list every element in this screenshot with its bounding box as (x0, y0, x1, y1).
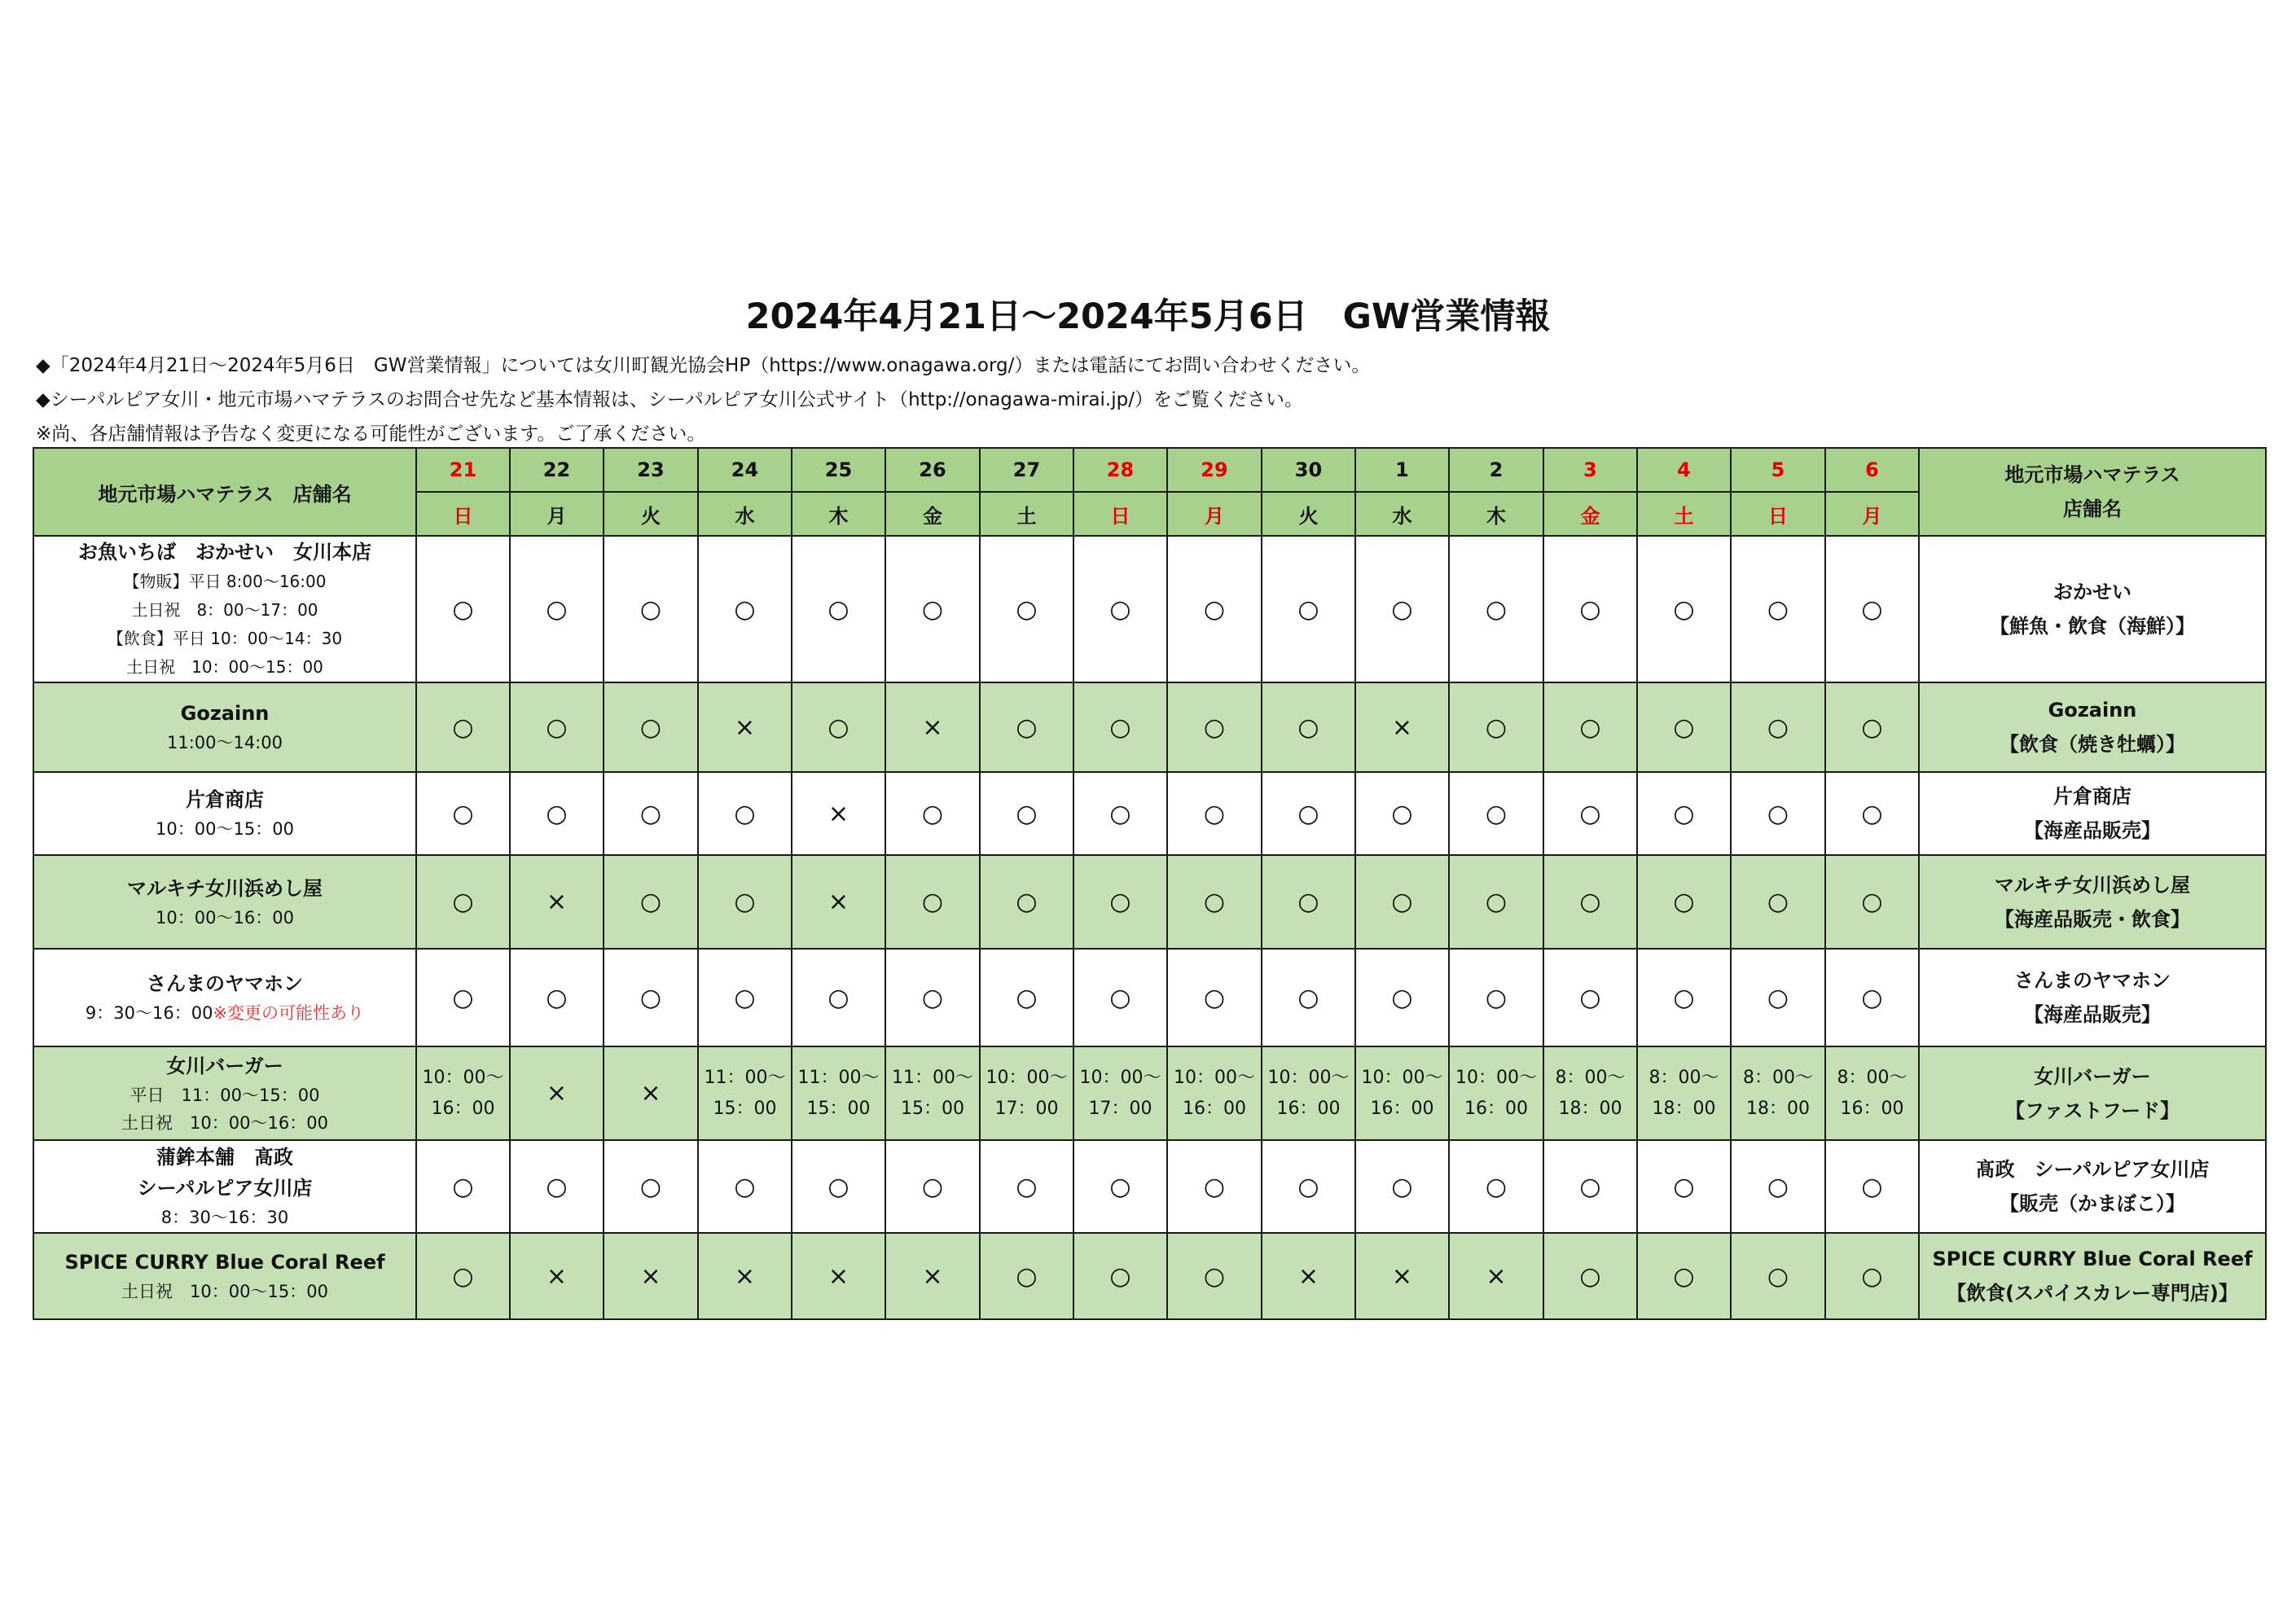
store-short-name: Gozainn (2048, 699, 2137, 722)
hours-cell (792, 1046, 885, 1140)
hours-cell-line: 16：00 (1370, 1098, 1434, 1119)
status-open-mark: ○ (980, 682, 1073, 772)
store-hours-text: 11:00～14:00 (166, 733, 283, 752)
status-open-mark: ○ (1637, 855, 1731, 949)
status-open-mark: ○ (698, 1140, 792, 1233)
status-open-mark: ○ (1355, 855, 1449, 949)
store-category: 【海産品販売・飲食】 (1995, 907, 2190, 931)
status-open-mark: ○ (1167, 855, 1262, 949)
hours-cell-line: 16：00 (1276, 1098, 1341, 1119)
status-open-mark: ○ (1167, 1140, 1262, 1233)
store-name-cell (33, 682, 416, 772)
status-closed-mark: × (792, 772, 885, 855)
status-open-mark: ○ (1825, 855, 1919, 949)
status-closed-mark: × (698, 1233, 792, 1319)
date-header-cell: 21 (416, 448, 510, 492)
weekday-header-cell: 月 (1167, 492, 1262, 536)
status-open-mark: ○ (416, 682, 510, 772)
status-open-mark: ○ (1355, 1140, 1449, 1233)
status-open-mark: ○ (980, 536, 1073, 682)
status-open-mark: ○ (1637, 536, 1731, 682)
hours-cell (1825, 1046, 1919, 1140)
hours-cell-line: 10：00～ (1174, 1067, 1255, 1088)
status-open-mark: ○ (1073, 1140, 1167, 1233)
status-open-mark: ○ (1262, 855, 1355, 949)
store-name-cell (33, 949, 416, 1046)
status-open-mark: ○ (1637, 682, 1731, 772)
status-open-mark: ○ (1825, 1140, 1919, 1233)
status-open-mark: ○ (885, 536, 980, 682)
store-category: 【鮮魚・飲食（海鮮）】 (1990, 615, 2195, 638)
store-row (33, 682, 2266, 772)
hours-cell-line: 17：00 (1088, 1098, 1152, 1119)
hours-cell-line: 8：00～ (1743, 1067, 1813, 1088)
hours-cell (1637, 1046, 1731, 1140)
store-hours-text: 9：30～16：00 (85, 1003, 213, 1023)
status-open-mark: ○ (416, 855, 510, 949)
status-open-mark: ○ (1167, 1233, 1262, 1319)
status-open-mark: ○ (1262, 772, 1355, 855)
store-row (33, 1140, 2266, 1233)
status-open-mark: ○ (698, 855, 792, 949)
store-short-name: マルキチ女川浜めし屋 (1995, 873, 2190, 897)
status-open-mark: ○ (1167, 536, 1262, 682)
store-name: 女川バーガー (166, 1054, 283, 1077)
page-title: 2024年4月21日～2024年5月6日 GW営業情報 (745, 296, 1551, 337)
hours-cell (1449, 1046, 1543, 1140)
weekday-header-cell: 水 (1355, 492, 1449, 536)
hours-cell (1262, 1046, 1355, 1140)
status-open-mark: ○ (1543, 1233, 1637, 1319)
hours-cell-line: 16：00 (431, 1098, 495, 1119)
status-open-mark: ○ (792, 1140, 885, 1233)
weekday-header-cell: 火 (604, 492, 698, 536)
hours-cell (980, 1046, 1073, 1140)
status-open-mark: ○ (416, 949, 510, 1046)
store-name-cell (33, 855, 416, 949)
date-header-cell: 5 (1731, 448, 1825, 492)
weekday-header-cell: 日 (416, 492, 510, 536)
status-open-mark: ○ (416, 772, 510, 855)
hours-cell-line: 16：00 (1464, 1098, 1528, 1119)
status-open-mark: ○ (1073, 855, 1167, 949)
status-closed-mark: × (1355, 1233, 1449, 1319)
status-open-mark: ○ (792, 536, 885, 682)
store-hours (34, 729, 415, 757)
weekday-header-cell: 水 (698, 492, 792, 536)
store-category: 【ファストフード】 (2004, 1099, 2180, 1122)
status-open-mark: ○ (885, 855, 980, 949)
status-open-mark: ○ (1825, 1233, 1919, 1319)
store-category-cell (1919, 1140, 2266, 1233)
store-name: お魚いちば おかせい 女川本店 (78, 541, 371, 564)
store-hours-text: 【飲食】平日 10：00～14：30 (107, 629, 343, 648)
weekday-header-cell: 金 (1543, 492, 1637, 536)
status-open-mark: ○ (1543, 772, 1637, 855)
store-hours-text: 土日祝 10：00～15：00 (126, 657, 323, 677)
store-name-cell (33, 1140, 416, 1233)
store-category-cell (1919, 1233, 2266, 1319)
store-hours (34, 568, 415, 596)
status-open-mark: ○ (1449, 682, 1543, 772)
status-open-mark: ○ (1449, 855, 1543, 949)
hours-cell-line: 8：00～ (1837, 1067, 1907, 1088)
date-header-cell: 2 (1449, 448, 1543, 492)
store-name: マルキチ女川浜めし屋 (127, 876, 323, 900)
status-open-mark: ○ (510, 682, 604, 772)
status-open-mark: ○ (510, 1140, 604, 1233)
hours-cell-line: 15：00 (806, 1098, 871, 1119)
status-closed-mark: × (510, 1046, 604, 1140)
store-category: 【海産品販売】 (2024, 1003, 2161, 1026)
status-open-mark: ○ (604, 1140, 698, 1233)
store-name-line2: シーパルピア女川店 (137, 1177, 313, 1200)
status-closed-mark: × (1449, 1233, 1543, 1319)
store-hours-text: 土日祝 8：00～17：00 (131, 600, 318, 620)
hours-cell-line: 11：00～ (797, 1067, 880, 1088)
status-closed-mark: × (885, 682, 980, 772)
status-open-mark: ○ (885, 949, 980, 1046)
status-open-mark: ○ (792, 949, 885, 1046)
date-header-cell: 25 (792, 448, 885, 492)
status-open-mark: ○ (1731, 1140, 1825, 1233)
status-open-mark: ○ (1073, 949, 1167, 1046)
store-category: 【海産品販売】 (2024, 819, 2161, 842)
store-row (33, 536, 2266, 682)
status-open-mark: ○ (1073, 1233, 1167, 1319)
hours-cell-line: 10：00～ (1361, 1067, 1443, 1088)
store-hours (34, 1109, 415, 1137)
weekday-header-cell: 土 (1637, 492, 1731, 536)
hours-cell-line: 15：00 (713, 1098, 777, 1119)
status-open-mark: ○ (1449, 772, 1543, 855)
hours-cell-line: 8：00～ (1648, 1067, 1719, 1088)
status-open-mark: ○ (1073, 536, 1167, 682)
weekday-header-cell: 火 (1262, 492, 1355, 536)
store-hours (34, 1278, 415, 1305)
status-open-mark: ○ (1543, 536, 1637, 682)
note-basic-info: ◆シーパルピア女川・地元市場ハマテラスのお問合せ先など基本情報は、シーパルピア女川公式サイト（http://onagawa-mirai.jp/）をご覧ください。 (36, 389, 1303, 410)
hours-cell-line: 15：00 (901, 1098, 964, 1119)
status-open-mark: ○ (416, 536, 510, 682)
hours-cell (416, 1046, 510, 1140)
hours-cell-line: 8：00～ (1555, 1067, 1626, 1088)
status-open-mark: ○ (1637, 1233, 1731, 1319)
store-name: SPICE CURRY Blue Coral Reef (64, 1251, 385, 1274)
store-row (33, 1046, 2266, 1140)
store-short-name: 片倉商店 (2053, 785, 2131, 808)
store-hours (34, 596, 415, 625)
date-header-cell: 27 (980, 448, 1073, 492)
status-closed-mark: × (510, 1233, 604, 1319)
store-name-cell (33, 772, 416, 855)
status-open-mark: ○ (1543, 855, 1637, 949)
status-open-mark: ○ (980, 772, 1073, 855)
store-hours (34, 1204, 415, 1231)
store-hours (34, 625, 415, 653)
hours-cell (1167, 1046, 1262, 1140)
date-header-cell: 24 (698, 448, 792, 492)
store-name: Gozainn (180, 702, 270, 725)
status-closed-mark: × (510, 855, 604, 949)
status-open-mark: ○ (885, 1140, 980, 1233)
hours-cell (698, 1046, 792, 1140)
store-hours-text: 土日祝 10：00～15：00 (121, 1282, 328, 1301)
weekday-header-cell: 木 (1449, 492, 1543, 536)
store-hours-text: 土日祝 10：00～16：00 (121, 1112, 328, 1133)
store-hours-text: 10：00～15：00 (156, 819, 294, 839)
date-header-cell: 22 (510, 448, 604, 492)
store-hours-text: 【物販】平日 8:00～16:00 (123, 572, 327, 591)
hours-cell-line: 10：00～ (1455, 1067, 1537, 1088)
status-open-mark: ○ (510, 949, 604, 1046)
status-open-mark: ○ (1825, 949, 1919, 1046)
hours-cell-line: 10：00～ (986, 1067, 1068, 1088)
status-open-mark: ○ (1543, 682, 1637, 772)
status-open-mark: ○ (1543, 1140, 1637, 1233)
store-category-cell (1919, 772, 2266, 855)
status-open-mark: ○ (1449, 1140, 1543, 1233)
store-category-cell (1919, 682, 2266, 772)
store-name-cell (33, 536, 416, 682)
status-open-mark: ○ (1262, 536, 1355, 682)
status-open-mark: ○ (1073, 772, 1167, 855)
store-name: さんまのヤマホン (147, 972, 303, 995)
store-row (33, 949, 2266, 1046)
weekday-header-cell: 木 (792, 492, 885, 536)
store-category-header-line1: 地元市場ハマテラス (2004, 463, 2180, 486)
store-hours-text: 10：00～16：00 (156, 907, 294, 928)
status-open-mark: ○ (1167, 949, 1262, 1046)
store-name: 蒲鉾本舗 髙政 (156, 1146, 293, 1169)
status-open-mark: ○ (416, 1233, 510, 1319)
store-name-cell (33, 1233, 416, 1319)
store-hours-text: 8：30～16：30 (160, 1208, 289, 1227)
hours-cell (1731, 1046, 1825, 1140)
date-header-row (33, 448, 2266, 492)
status-closed-mark: × (604, 1046, 698, 1140)
status-closed-mark: × (698, 682, 792, 772)
weekday-header-cell: 金 (885, 492, 980, 536)
hours-cell-line: 18：00 (1558, 1098, 1622, 1119)
status-open-mark: ○ (510, 772, 604, 855)
weekday-header-cell: 土 (980, 492, 1073, 536)
weekday-header-cell: 月 (510, 492, 604, 536)
status-open-mark: ○ (698, 772, 792, 855)
hours-cell-line: 11：00～ (892, 1067, 973, 1088)
hours-cell-line: 11：00～ (704, 1067, 786, 1088)
date-header-cell: 6 (1825, 448, 1919, 492)
hours-cell-line: 10：00～ (1079, 1067, 1161, 1088)
status-open-mark: ○ (1825, 682, 1919, 772)
store-row (33, 1233, 2266, 1319)
status-open-mark: ○ (604, 772, 698, 855)
date-header-cell: 1 (1355, 448, 1449, 492)
store-hours-warning: ※変更の可能性あり (213, 1003, 365, 1023)
weekday-header-cell: 月 (1825, 492, 1919, 536)
status-open-mark: ○ (604, 682, 698, 772)
status-open-mark: ○ (1167, 682, 1262, 772)
store-short-name: さんまのヤマホン (2014, 969, 2171, 992)
hours-cell-line: 18：00 (1652, 1098, 1716, 1119)
weekday-header-cell: 日 (1073, 492, 1167, 536)
hours-cell-line: 10：00～ (1267, 1067, 1350, 1088)
note-disclaimer: ※尚、各店舗情報は予告なく変更になる可能性がございます。ご了承ください。 (36, 423, 706, 445)
store-name-header: 地元市場ハマテラス 店舗名 (33, 448, 416, 536)
status-open-mark: ○ (1825, 536, 1919, 682)
status-open-mark: ○ (1731, 1233, 1825, 1319)
status-closed-mark: × (792, 855, 885, 949)
status-closed-mark: × (1262, 1233, 1355, 1319)
store-hours (34, 999, 415, 1027)
store-hours (34, 904, 415, 932)
status-open-mark: ○ (1167, 772, 1262, 855)
store-short-name: おかせい (2053, 581, 2131, 603)
weekday-header-cell: 日 (1731, 492, 1825, 536)
store-category-header (1919, 448, 2266, 536)
status-open-mark: ○ (510, 536, 604, 682)
store-hours-text: 平日 11：00～15：00 (130, 1085, 320, 1105)
store-category-header-line2: 店舗名 (2063, 498, 2122, 520)
store-hours (34, 1081, 415, 1109)
store-hours (34, 815, 415, 843)
status-open-mark: ○ (980, 1233, 1073, 1319)
hours-cell-line: 17：00 (994, 1098, 1059, 1119)
store-category-cell (1919, 949, 2266, 1046)
status-open-mark: ○ (1731, 536, 1825, 682)
status-open-mark: ○ (1731, 682, 1825, 772)
status-closed-mark: × (604, 1233, 698, 1319)
status-open-mark: ○ (1637, 1140, 1731, 1233)
date-header-cell: 23 (604, 448, 698, 492)
hours-cell-line: 10：00～ (422, 1067, 504, 1088)
status-open-mark: ○ (1449, 536, 1543, 682)
hours-cell (1073, 1046, 1167, 1140)
status-open-mark: ○ (792, 682, 885, 772)
store-category-cell (1919, 1046, 2266, 1140)
date-header-cell: 30 (1262, 448, 1355, 492)
store-category-cell (1919, 536, 2266, 682)
status-open-mark: ○ (1637, 949, 1731, 1046)
store-category: 【販売（かまぼこ）】 (2000, 1192, 2185, 1215)
status-open-mark: ○ (980, 1140, 1073, 1233)
status-closed-mark: × (885, 1233, 980, 1319)
status-open-mark: ○ (604, 536, 698, 682)
status-open-mark: ○ (1262, 949, 1355, 1046)
date-header-cell: 28 (1073, 448, 1167, 492)
status-open-mark: ○ (604, 949, 698, 1046)
date-header-cell: 29 (1167, 448, 1262, 492)
store-name-cell (33, 1046, 416, 1140)
status-open-mark: ○ (1355, 536, 1449, 682)
status-open-mark: ○ (1825, 772, 1919, 855)
date-header-cell: 3 (1543, 448, 1637, 492)
status-open-mark: ○ (1262, 1140, 1355, 1233)
store-hours (34, 653, 415, 682)
hours-cell (885, 1046, 980, 1140)
status-open-mark: ○ (1262, 682, 1355, 772)
hours-cell-line: 16：00 (1840, 1098, 1904, 1119)
date-header-cell: 4 (1637, 448, 1731, 492)
status-open-mark: ○ (1731, 772, 1825, 855)
status-open-mark: ○ (1355, 772, 1449, 855)
hours-cell (1355, 1046, 1449, 1140)
status-open-mark: ○ (1731, 949, 1825, 1046)
store-short-name: 女川バーガー (2034, 1064, 2151, 1088)
status-open-mark: ○ (416, 1140, 510, 1233)
status-open-mark: ○ (885, 772, 980, 855)
status-open-mark: ○ (1637, 772, 1731, 855)
store-row (33, 855, 2266, 949)
store-short-name: SPICE CURRY Blue Coral Reef (1932, 1248, 2253, 1270)
status-closed-mark: × (1355, 682, 1449, 772)
status-open-mark: ○ (980, 855, 1073, 949)
store-row (33, 772, 2266, 855)
status-open-mark: ○ (1731, 855, 1825, 949)
status-open-mark: ○ (698, 536, 792, 682)
store-name: 片倉商店 (186, 788, 264, 811)
hours-cell-line: 18：00 (1746, 1098, 1810, 1119)
status-open-mark: ○ (1073, 682, 1167, 772)
store-category: 【飲食(スパイスカレー専門店)】 (1947, 1282, 2238, 1305)
note-contact: ◆「2024年4月21日～2024年5月6日 GW営業情報」については女川町観光協会HP（https://www.onagawa.org/）または電話にてお問い合わせください。 (36, 355, 1371, 376)
hours-cell (1543, 1046, 1637, 1140)
status-open-mark: ○ (1355, 949, 1449, 1046)
status-open-mark: ○ (604, 855, 698, 949)
store-category-cell (1919, 855, 2266, 949)
schedule-table (33, 447, 2267, 1320)
status-closed-mark: × (792, 1233, 885, 1319)
store-short-name: 髙政 シーパルピア女川店 (1975, 1158, 2210, 1181)
status-open-mark: ○ (1449, 949, 1543, 1046)
date-header-cell: 26 (885, 448, 980, 492)
store-category: 【飲食（焼き牡蠣）】 (2000, 733, 2185, 756)
status-open-mark: ○ (698, 949, 792, 1046)
status-open-mark: ○ (980, 949, 1073, 1046)
hours-cell-line: 16：00 (1183, 1098, 1246, 1119)
status-open-mark: ○ (1543, 949, 1637, 1046)
